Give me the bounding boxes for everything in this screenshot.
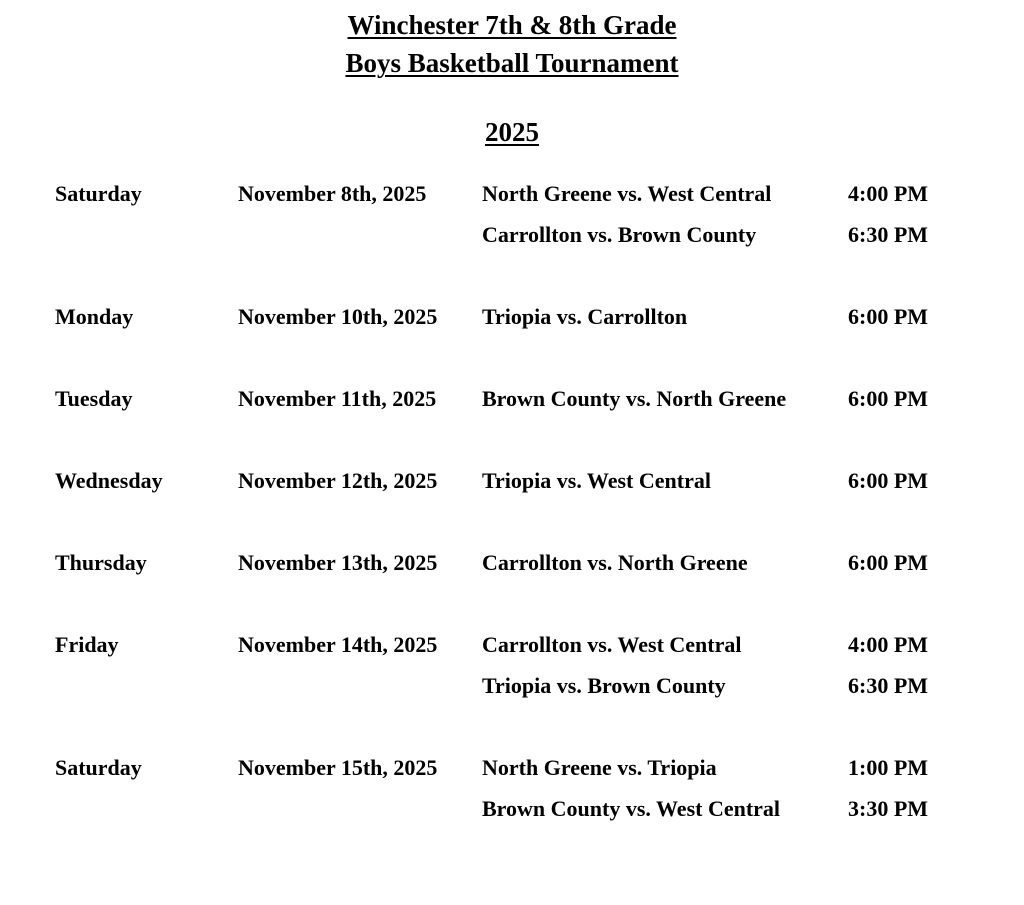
game-matchup: North Greene vs. West Central <box>482 181 772 206</box>
schedule-day: Tuesday <box>55 386 133 411</box>
schedule-day: Saturday <box>55 755 142 780</box>
game-matchup: Carrollton vs. West Central <box>482 632 742 657</box>
schedule-day: Thursday <box>55 550 147 575</box>
game-time: 6:00 PM <box>848 550 929 575</box>
schedule-date: November 10th, 2025 <box>238 304 438 329</box>
title-line-2: Boys Basketball Tournament <box>345 48 679 78</box>
game-time: 4:00 PM <box>848 181 929 206</box>
game-matchup: Triopia vs. West Central <box>482 468 711 493</box>
schedule-day: Monday <box>55 304 134 329</box>
game-time: 6:30 PM <box>848 222 929 247</box>
schedule-date: November 15th, 2025 <box>238 755 438 780</box>
schedule-date: November 11th, 2025 <box>238 386 437 411</box>
schedule-date: November 13th, 2025 <box>238 550 438 575</box>
game-matchup: Triopia vs. Carrollton <box>482 304 688 329</box>
game-matchup: North Greene vs. Triopia <box>482 755 717 780</box>
game-matchup: Carrollton vs. Brown County <box>482 222 757 247</box>
game-time: 6:00 PM <box>848 468 929 493</box>
game-matchup: Triopia vs. Brown County <box>482 673 726 698</box>
game-time: 4:00 PM <box>848 632 929 657</box>
game-time: 1:00 PM <box>848 755 929 780</box>
game-time: 3:30 PM <box>848 796 929 821</box>
schedule-date: November 8th, 2025 <box>238 181 427 206</box>
schedule-day: Wednesday <box>55 468 163 493</box>
game-time: 6:00 PM <box>848 386 929 411</box>
year-heading: 2025 <box>485 117 539 147</box>
game-time: 6:30 PM <box>848 673 929 698</box>
game-matchup: Brown County vs. West Central <box>482 796 781 821</box>
game-time: 6:00 PM <box>848 304 929 329</box>
schedule-date: November 12th, 2025 <box>238 468 438 493</box>
schedule-day: Friday <box>55 632 119 657</box>
schedule-day: Saturday <box>55 181 142 206</box>
title-line-1: Winchester 7th & 8th Grade <box>347 10 677 40</box>
game-matchup: Brown County vs. North Greene <box>482 386 787 411</box>
game-matchup: Carrollton vs. North Greene <box>482 550 748 575</box>
schedule-date: November 14th, 2025 <box>238 632 438 657</box>
